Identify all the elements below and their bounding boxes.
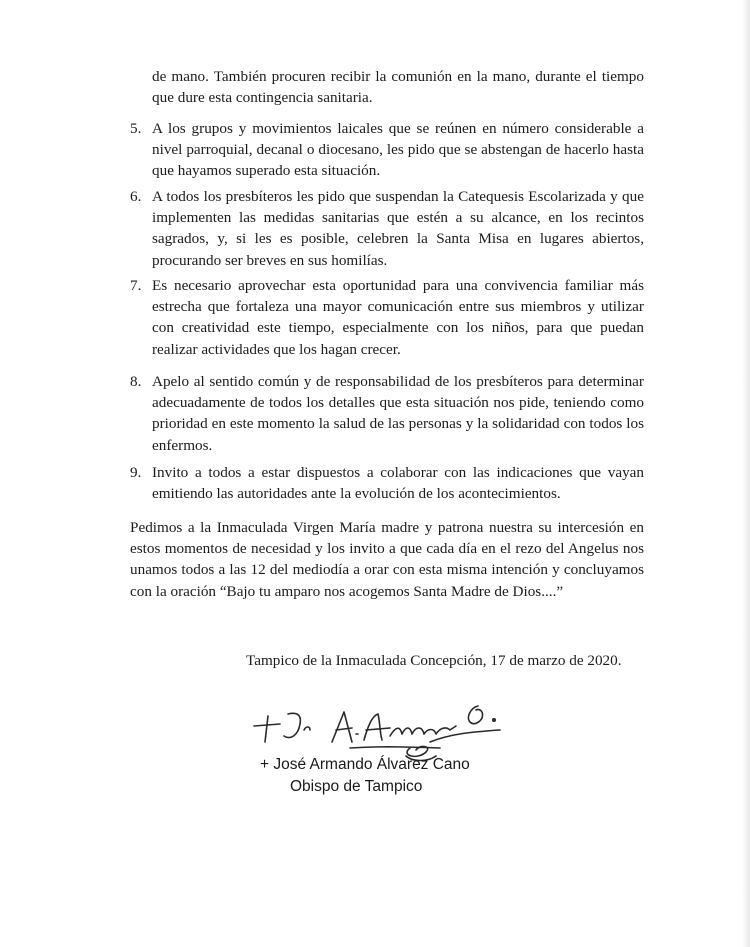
signature-stroke — [332, 712, 352, 742]
place-date: Tampico de la Inmaculada Concepción, 17 de marzo de 2020. — [246, 652, 622, 669]
signature-block — [240, 690, 540, 800]
signature-stroke — [284, 713, 300, 737]
signature-stroke — [304, 727, 310, 730]
item-text: Invito a todos a estar dispuestos a colaborar con las indicaciones que vayan emitiendo las autoridades ante la evolución de los acontecimientos. — [152, 464, 644, 503]
signatory-title: Obispo de Tampico — [290, 778, 423, 795]
signature-stroke — [493, 719, 495, 721]
item-text: Es necesario aprovechar esta oportunidad para una convivencia familiar más estrecha que fortaleza una mayor comunicación entre sus miembros y utilizar con creatividad este tiempo, especialmente con los niños, para que puedan realizar actividades que los hagan crecer. — [152, 277, 644, 358]
signature-stroke — [366, 728, 390, 730]
item-number: 5. — [130, 120, 142, 137]
signature-stroke — [336, 728, 352, 730]
item-text: Apelo al sentido común y de responsabilidad de los presbíteros para determinar adecuadamente de todos los detalles que esta situación nos pide, teniendo como prioridad en este momento la salud de las personas y la solidaridad con todos los enfermos. — [152, 373, 644, 454]
signature-stroke — [364, 714, 382, 740]
signature-stroke — [468, 706, 482, 724]
signature-stroke — [265, 716, 268, 742]
signature-stroke — [430, 730, 500, 742]
signatory-name: + José Armando Álvarez Cano — [260, 756, 470, 773]
item-number: 7. — [130, 277, 142, 294]
item-number: 6. — [130, 188, 142, 205]
item-text: A los grupos y movimientos laicales que se reúnen en número considerable a nivel parroquial, decanal o diocesano, les pido que se abstengan de hacerlo hasta que hayamos superado esta situación. — [152, 120, 644, 180]
continuation-paragraph: de mano. También procuren recibir la comunión en la mano, durante el tiempo que dure esta contingencia sanitaria. — [152, 68, 644, 107]
signature-stroke — [390, 726, 456, 736]
page-edge-shadow — [742, 0, 750, 947]
item-number: 8. — [130, 373, 142, 390]
item-number: 9. — [130, 464, 142, 481]
closing-paragraph: Pedimos a la Inmaculada Virgen María madre y patrona nuestra su intercesión en estos momentos de necesidad y los invito a que cada día en el rezo del Angelus nos unamos todos a las 12 del mediodía a orar con esta misma intención y concluyamos con la oración “Bajo tu amparo nos acogemos Santa Madre de Dios....” — [130, 519, 644, 600]
item-text: A todos los presbíteros les pido que suspendan la Catequesis Escolarizada y que implementen las medidas sanitarias que estén a su alcance, en los recintos sagrados, y, si les es posible, celebren la Santa Misa en lugares abiertos, procurando ser breves en sus homilías. — [152, 188, 644, 269]
signature-stroke — [350, 747, 440, 748]
